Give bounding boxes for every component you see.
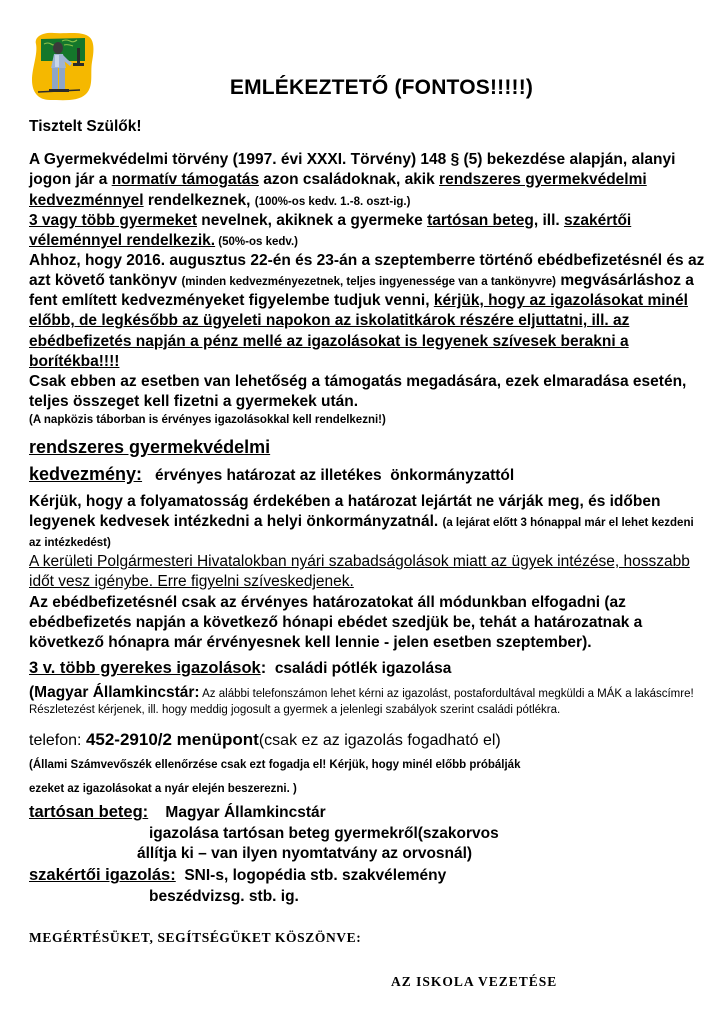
- text-underlined-district-offices: A kerületi Polgármesteri Hivatalokban nyári szabadságolások miatt az ügyek intézése, hosszabb időt vesz igénybe. Erre figyelni szíveskedjenek.: [29, 553, 690, 591]
- phone-line: [29, 727, 705, 753]
- text-segment: Az alábbi telefonszámon lehet kérni az igazolást, postafordultával megküldi a MÁK a lakáscímre! Részletezést kérjenek, ill. hogy meddig jogosult a gyermek a jelenlegi szabályok szerint családi pótlékra.: [29, 687, 694, 716]
- note-50-percent: (50%-os kedv.): [215, 235, 298, 248]
- heading-line-1: rendszeres gyermekvédelmi: [29, 436, 271, 457]
- note-tankonyv: (minden kedvezményezetnek, teljes ingyenessége van a tankönyvre): [181, 276, 557, 289]
- note-napkozis-tabor: (A napközis táborban is érvényes igazolásokkal kell rendelkezni!): [29, 414, 386, 427]
- heading-kedvezmeny-value: érvényes határozat az illetékes önkormányzattól: [142, 467, 515, 485]
- salutation: Tisztelt Szülők!: [29, 118, 142, 135]
- phone-label: telefon:: [29, 732, 86, 750]
- paragraph-valid-decisions: Az ebédbefizetésnél csak az érvényes határozatokat áll módunkban elfogadni (az ebédbefizetés napján a következő hónapi ebédet szedjük be, tehát a határozatnak a következő hónapra már érvényesnek kell lennie - jelen esetben szeptember).: [29, 593, 643, 651]
- label-row-szakertoi-igazolas: [29, 864, 705, 887]
- label-tartosan-beteg: tartósan beteg:: [29, 803, 149, 822]
- paragraph-district-offices: [29, 552, 705, 592]
- text-tartosan-beteg-line-3: állítja ki – van ilyen nyomtatvány az orvosnál): [137, 845, 473, 863]
- note-allami-szamvevoszek-line-1: (Állami Számvevőszék ellenőrzése csak ezt fogadja el! Kérjük, hogy minél előbb próbálják: [29, 759, 521, 772]
- text-szakertoi-line-2: beszédvizsg. stb. ig.: [149, 888, 299, 906]
- document-body: [29, 118, 705, 907]
- note-allami-szamvevoszek-line-2: ezeket az igazolásokat a nyár elején beszerezni. ): [29, 782, 297, 795]
- text-tartosan-beteg-line-2: igazolása tartósan beteg gyermekről(szakorvos: [149, 825, 499, 843]
- paragraph-three-children: [29, 211, 705, 251]
- text-segment: Ahhoz, hogy 2016. augusztus 22-én és 23-án a szeptemberre történő ebédbefizetésnél és az azt követő tankönyv: [29, 251, 705, 290]
- label-row-tartosan-beteg: [29, 801, 705, 824]
- text-underlined-szakertoi: szakértői véleménnyel rendelkezik.: [29, 211, 632, 249]
- phone-number: 452-2910/2 menüpont: [85, 730, 259, 750]
- text-segment: ill.: [538, 211, 565, 229]
- label-tartosan-beteg-value: Magyar Államkincstár: [148, 804, 326, 822]
- paragraph-only-in-this-case: Csak ebben az esetben van lehetőség a támogatás megadására, ezek elmaradása esetén, teljes összeget kell fizetni a gyermekek után.: [29, 372, 687, 410]
- paragraph-continuity-request: [29, 492, 705, 552]
- note-100-percent: (100%-os kedv. 1.-8. oszt-ig.): [254, 195, 411, 208]
- page-title: EMLÉKEZTETŐ (FONTOS!!!!!): [229, 76, 534, 99]
- text-underlined-request: kérjük, hogy az igazolásokat minél előbb, de legkésőbb az ügyeleti napokon az iskolatitkárok részére eljuttatni, ill. az ebédbefizetés napján a pénz mellé az igazolásokat is legyenek szívesek berakni a borítékba!!!!: [29, 292, 688, 370]
- text-segment: rendelkeznek,: [143, 191, 255, 209]
- heading-3-children-underlined: 3 v. több gyerekes igazolások: [29, 659, 261, 677]
- heading-3-or-more-children: [29, 657, 705, 680]
- heading-line-2: kedvezmény:: [29, 464, 143, 485]
- paragraph-magyar-allamkincstar-note: [29, 683, 705, 718]
- text-underlined-tartosan-beteg: tartósan beteg,: [427, 211, 539, 229]
- closing-signature: AZ ISKOLA VEZETÉSE: [391, 974, 558, 989]
- text-underlined-normativ: normatív támogatás: [111, 171, 259, 189]
- heading-rendszeres-gyermekvedelmi: [29, 435, 705, 461]
- text-segment: azon családoknak, akik: [258, 171, 440, 189]
- closing-thanks: MEGÉRTÉSÜKET, SEGÍTSÉGÜKET KÖSZÖNVE:: [29, 930, 362, 945]
- text-underlined-3-gyermeket: 3 vagy több gyermeket: [29, 211, 197, 229]
- paragraph-deadline-august: [29, 251, 705, 372]
- heading-kedvezmeny: [29, 462, 705, 488]
- text-segment: Kérjük, hogy a folyamatosság érdekében a határozat lejártát ne várják meg, és időben legyenek kedvesek intézkedni a helyi önkormányzatnál.: [29, 492, 661, 531]
- text-segment: megvásárláshoz a fent említett kedvezményeket figyelembe tudjuk venni,: [29, 272, 694, 310]
- label-szakertoi-igazolas-value: SNI-s, logopédia stb. szakvélemény: [175, 867, 447, 885]
- text-segment: nevelnek, akiknek a gyermeke: [196, 211, 428, 229]
- heading-3-children-colon: :: [260, 659, 267, 677]
- text-segment: A Gyermekvédelmi törvény (1997. évi XXXI. Törvény) 148 § (5) bekezdése alapján, alanyi jogon jár a: [29, 151, 676, 189]
- note-3-months-before: (a lejárat előtt 3 hónappal már el lehet kezdeni az intézkedést): [29, 517, 694, 550]
- label-magyar-allamkincstar: (Magyar Államkincstár:: [29, 683, 200, 701]
- paragraph-legal-basis: [29, 150, 705, 210]
- text-underlined-kedvezmennyel: rendszeres gyermekvédelmi kedvezménnyel: [29, 171, 647, 209]
- closing-block: [29, 930, 705, 990]
- label-szakertoi-igazolas: szakértői igazolás:: [29, 866, 176, 885]
- heading-3-children-value: családi pótlék igazolása: [266, 660, 452, 677]
- phone-suffix: (csak ez az igazolás fogadható el): [258, 732, 501, 750]
